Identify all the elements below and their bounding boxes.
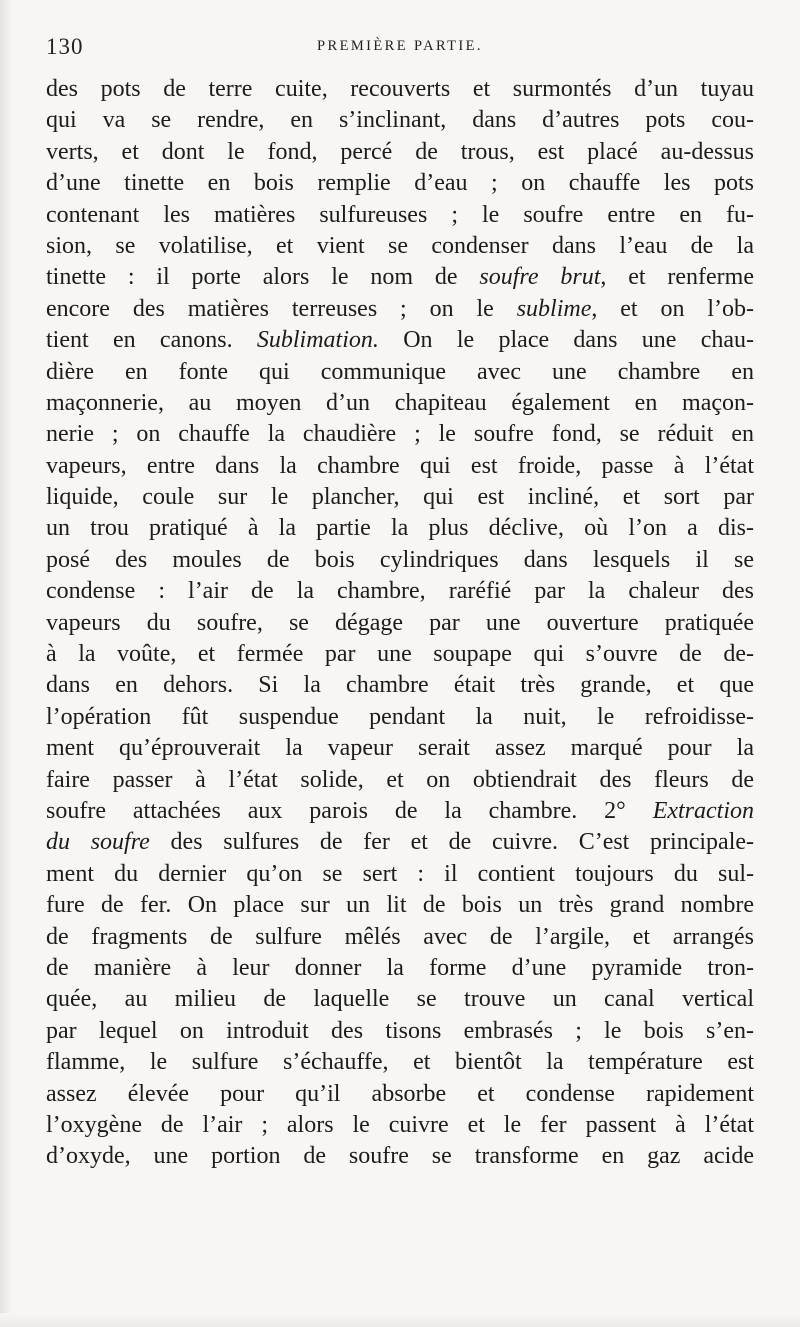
text-run: condense : l’air de la chambre, raréfié par la chaleur des bbox=[46, 578, 754, 605]
page-number: 130 bbox=[46, 34, 84, 59]
text-run: maçonnerie, au moyen d’un chapiteau également en maçon- bbox=[46, 389, 754, 416]
text-run: de manière à leur donner la forme d’une pyramide tron- bbox=[46, 954, 754, 981]
italic-term: Extraction bbox=[652, 797, 754, 824]
text-line bbox=[46, 1079, 754, 1110]
text-line bbox=[46, 1016, 754, 1047]
text-line bbox=[46, 953, 754, 984]
text-line bbox=[46, 545, 754, 576]
text-line bbox=[46, 200, 754, 231]
text-run: posé des moules de bois cylindriques dans lesquels il se bbox=[46, 546, 754, 573]
text-line bbox=[46, 1110, 754, 1141]
italic-term: du soufre bbox=[46, 829, 150, 856]
text-run: , et renferme bbox=[600, 264, 754, 291]
text-line bbox=[46, 922, 754, 953]
text-line bbox=[46, 105, 754, 136]
text-line bbox=[46, 325, 754, 356]
text-line bbox=[46, 765, 754, 796]
text-run: ment qu’éprouverait la vapeur serait assez marqué pour la bbox=[46, 735, 754, 762]
text-run: dans en dehors. Si la chambre était très grande, et que bbox=[46, 672, 754, 699]
text-line bbox=[46, 262, 754, 293]
text-run: l’opération fût suspendue pendant la nuit, le refroidisse- bbox=[46, 703, 754, 730]
text-run: des pots de terre cuite, recouverts et surmontés d’un tuyau bbox=[46, 76, 754, 102]
text-line bbox=[46, 1141, 754, 1172]
text-run: dière en fonte qui communique avec une chambre en bbox=[46, 358, 754, 385]
text-run: , et on l’ob- bbox=[591, 295, 754, 322]
text-run: vapeurs, entre dans la chambre qui est froide, passe à l’état bbox=[46, 452, 754, 479]
text-line bbox=[46, 890, 754, 921]
text-run: liquide, coule sur le plancher, qui est incliné, et sort par bbox=[46, 484, 754, 511]
text-run: à la voûte, et fermée par une soupape qui s’ouvre de de- bbox=[46, 641, 754, 668]
text-line bbox=[46, 168, 754, 199]
text-run: fure de fer. On place sur un lit de bois un très grand nombre bbox=[46, 892, 754, 919]
text-line bbox=[46, 608, 754, 639]
text-run: des sulfures de fer et de cuivre. C’est principale- bbox=[149, 829, 755, 856]
text-run: flamme, le sulfure s’échauffe, et bientôt la température est bbox=[46, 1049, 754, 1076]
italic-term: Sublimation. bbox=[256, 327, 379, 354]
text-run: soufre attachées aux parois de la chambre. 2° bbox=[46, 797, 653, 824]
text-line bbox=[46, 451, 754, 482]
text-run: verts, et dont le fond, percé de trous, est placé au-dessus bbox=[46, 138, 754, 165]
text-run: contenant les matières sulfureuses ; le soufre entre en fu- bbox=[46, 201, 754, 228]
text-line bbox=[46, 482, 754, 513]
text-run: un trou pratiqué à la partie la plus déclive, où l’on a dis- bbox=[46, 515, 754, 542]
text-run: l’oxygène de l’air ; alors le cuivre et le fer passent à l’état bbox=[46, 1111, 754, 1138]
text-run: de fragments de sulfure mêlés avec de l’argile, et arrangés bbox=[46, 923, 754, 950]
body-text bbox=[46, 74, 754, 1173]
text-line bbox=[46, 74, 754, 105]
text-run: faire passer à l’état solide, et on obtiendrait des fleurs de bbox=[46, 766, 754, 793]
page-edge-shadow bbox=[0, 0, 12, 1327]
text-line bbox=[46, 670, 754, 701]
text-run: sion, se volatilise, et vient se condenser dans l’eau de la bbox=[46, 232, 754, 259]
text-run: nerie ; on chauffe la chaudière ; le soufre fond, se réduit en bbox=[46, 421, 754, 448]
text-run: d’une tinette en bois remplie d’eau ; on chauffe les pots bbox=[46, 170, 754, 197]
text-line bbox=[46, 137, 754, 168]
text-line bbox=[46, 513, 754, 544]
text-line bbox=[46, 984, 754, 1015]
text-run: On le place dans une chau- bbox=[378, 327, 754, 354]
text-run: qui va se rendre, en s’inclinant, dans d’autres pots cou- bbox=[46, 107, 754, 134]
text-line bbox=[46, 733, 754, 764]
text-line bbox=[46, 702, 754, 733]
text-line bbox=[46, 231, 754, 262]
text-run: assez élevée pour qu’il absorbe et condense rapidement bbox=[46, 1080, 754, 1107]
running-head bbox=[46, 34, 754, 62]
text-run: ment du dernier qu’on se sert : il contient toujours du sul- bbox=[46, 860, 754, 887]
italic-term: soufre brut bbox=[479, 264, 601, 291]
text-line bbox=[46, 357, 754, 388]
text-line bbox=[46, 294, 754, 325]
text-run: tinette : il porte alors le nom de bbox=[46, 264, 480, 291]
text-run: vapeurs du soufre, se dégage par une ouverture pratiquée bbox=[46, 609, 754, 636]
text-line bbox=[46, 827, 754, 858]
text-line bbox=[46, 576, 754, 607]
text-run: encore des matières terreuses ; on le bbox=[46, 295, 517, 322]
text-line bbox=[46, 419, 754, 450]
text-line bbox=[46, 388, 754, 419]
text-run: quée, au milieu de laquelle se trouve un canal vertical bbox=[46, 986, 754, 1013]
text-run: par lequel on introduit des tisons embrasés ; le bois s’en- bbox=[46, 1017, 754, 1044]
italic-term: sublime bbox=[516, 295, 592, 322]
page-bottom-shadow bbox=[0, 1313, 800, 1327]
text-line bbox=[46, 639, 754, 670]
text-line bbox=[46, 859, 754, 890]
text-run: d’oxyde, une portion de soufre se transforme en gaz acide bbox=[46, 1143, 754, 1170]
running-title: PREMIÈRE PARTIE. bbox=[317, 38, 483, 54]
text-run: tient en canons. bbox=[46, 327, 257, 354]
text-line bbox=[46, 796, 754, 827]
text-line bbox=[46, 1047, 754, 1078]
